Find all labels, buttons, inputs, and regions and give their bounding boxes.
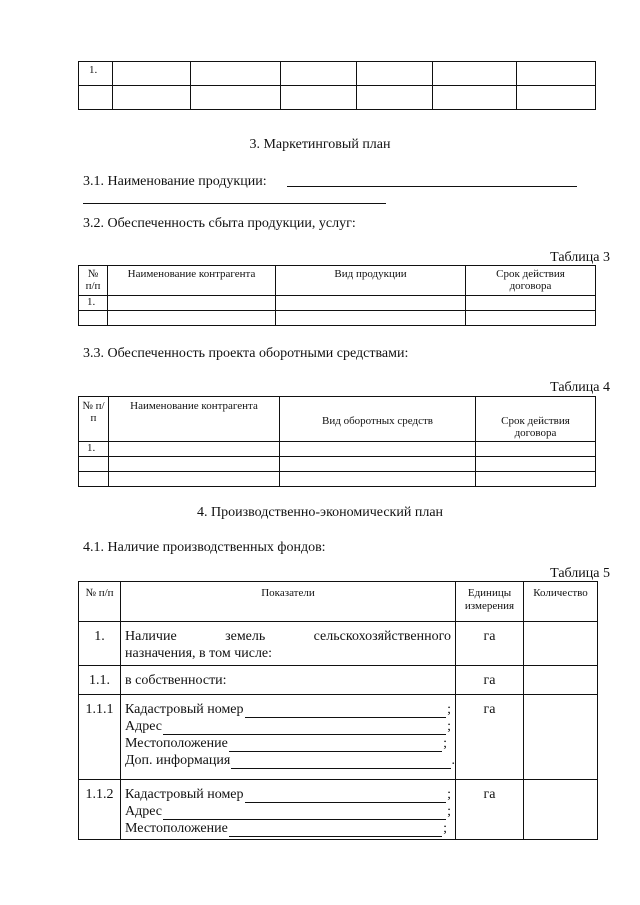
header-cell: Количество — [524, 582, 598, 622]
cell — [517, 62, 596, 86]
field-line[interactable] — [163, 721, 446, 735]
product-name-line-2[interactable] — [83, 203, 386, 204]
cell — [109, 472, 280, 487]
cell — [276, 296, 466, 311]
cell — [476, 457, 596, 472]
cell — [109, 457, 280, 472]
indicator-cell — [121, 780, 456, 840]
cell — [113, 86, 191, 110]
word: сельскохозяйственного — [313, 629, 451, 644]
unit-cell: га — [456, 780, 524, 840]
cell — [276, 311, 466, 326]
header-cell: Наименование контрагента — [109, 397, 280, 442]
indicator-line-1 — [125, 628, 451, 645]
field-end: ; — [447, 719, 451, 734]
indicator-cell — [121, 695, 456, 780]
header-cell: Срок действия договора — [476, 397, 596, 442]
section3-heading: 3. Маркетинговый план — [249, 137, 391, 152]
cadastral-number-field[interactable] — [125, 701, 451, 718]
row-number: 1. — [79, 622, 121, 666]
cell — [108, 296, 276, 311]
item-4-1: 4.1. Наличие производственных фондов: — [83, 540, 326, 555]
field-end: ; — [443, 736, 447, 751]
address-field[interactable] — [125, 718, 451, 735]
cell — [79, 472, 109, 487]
quantity-cell[interactable] — [524, 695, 598, 780]
field-end: ; — [447, 702, 451, 717]
cell — [191, 62, 281, 86]
field-line[interactable] — [245, 704, 447, 718]
cell — [433, 62, 517, 86]
top-table — [78, 61, 596, 110]
field-label: Местоположение — [125, 736, 228, 751]
row-number: 1.1. — [79, 666, 121, 695]
word: Наличие — [125, 629, 177, 644]
cell — [280, 442, 476, 457]
field-end: ; — [443, 821, 447, 836]
row-number: 1.1.1 — [79, 695, 121, 780]
field-end: ; — [447, 804, 451, 819]
table3-caption: Таблица 3 — [550, 250, 610, 265]
cell — [281, 86, 357, 110]
field-label: Адрес — [125, 804, 163, 819]
cell — [466, 311, 596, 326]
cell: 1. — [79, 442, 109, 457]
location-field[interactable] — [125, 820, 447, 837]
header-cell: Показатели — [121, 582, 456, 622]
cell: 1. — [79, 62, 113, 86]
cell — [280, 472, 476, 487]
word: земель — [225, 629, 266, 644]
cell — [79, 457, 109, 472]
unit-cell: га — [456, 666, 524, 695]
table5-caption: Таблица 5 — [550, 566, 610, 581]
cell — [281, 62, 357, 86]
field-label: Кадастровый номер — [125, 787, 244, 802]
table4-caption: Таблица 4 — [550, 380, 610, 395]
cell — [191, 86, 281, 110]
location-field[interactable] — [125, 735, 447, 752]
product-name-line-1[interactable] — [287, 186, 577, 187]
cadastral-number-field[interactable] — [125, 786, 451, 803]
field-line[interactable] — [229, 823, 442, 837]
cell — [476, 472, 596, 487]
cell — [466, 296, 596, 311]
section4-heading: 4. Производственно-экономический план — [196, 505, 444, 520]
cell — [108, 311, 276, 326]
table-5 — [78, 581, 598, 840]
field-line[interactable] — [231, 755, 450, 769]
address-field[interactable] — [125, 803, 451, 820]
table-3 — [78, 265, 596, 326]
quantity-cell[interactable] — [524, 780, 598, 840]
unit-cell: га — [456, 622, 524, 666]
cell — [357, 62, 433, 86]
cell — [109, 442, 280, 457]
field-line[interactable] — [229, 738, 442, 752]
header-cell: № п/п — [79, 582, 121, 622]
header-cell: Вид оборотных средств — [280, 397, 476, 442]
field-label: Кадастровый номер — [125, 702, 244, 717]
header-cell: Наименование контрагента — [108, 266, 276, 296]
field-label: Доп. информация — [125, 753, 231, 768]
cell — [113, 62, 191, 86]
cell — [280, 457, 476, 472]
indicator-cell — [121, 622, 456, 666]
indicator-cell: в собственности: — [121, 666, 456, 695]
cell — [357, 86, 433, 110]
unit-cell: га — [456, 695, 524, 780]
header-cell: № п/п — [79, 397, 109, 442]
quantity-cell[interactable] — [524, 622, 598, 666]
cell — [79, 311, 108, 326]
field-line[interactable] — [245, 789, 447, 803]
header-cell: № п/п — [79, 266, 108, 296]
extra-info-field[interactable] — [125, 752, 455, 769]
field-end: . — [451, 753, 455, 768]
field-line[interactable] — [163, 806, 446, 820]
field-label: Местоположение — [125, 821, 228, 836]
field-end: ; — [447, 787, 451, 802]
header-cell: Единицы измерения — [456, 582, 524, 622]
cell: 1. — [79, 296, 108, 311]
quantity-cell[interactable] — [524, 666, 598, 695]
item-3-3: 3.3. Обеспеченность проекта оборотными средствами: — [83, 346, 409, 361]
header-cell: Срок действия договора — [466, 266, 596, 296]
cell — [517, 86, 596, 110]
item-3-2: 3.2. Обеспеченность сбыта продукции, услуг: — [83, 216, 356, 231]
cell — [476, 442, 596, 457]
cell — [433, 86, 517, 110]
item-3-1: 3.1. Наименование продукции: — [83, 174, 267, 189]
table-4 — [78, 396, 596, 487]
row-number: 1.1.2 — [79, 780, 121, 840]
field-label: Адрес — [125, 719, 163, 734]
cell — [79, 86, 113, 110]
header-cell: Вид продукции — [276, 266, 466, 296]
indicator-line-2: назначения, в том числе: — [125, 646, 273, 661]
